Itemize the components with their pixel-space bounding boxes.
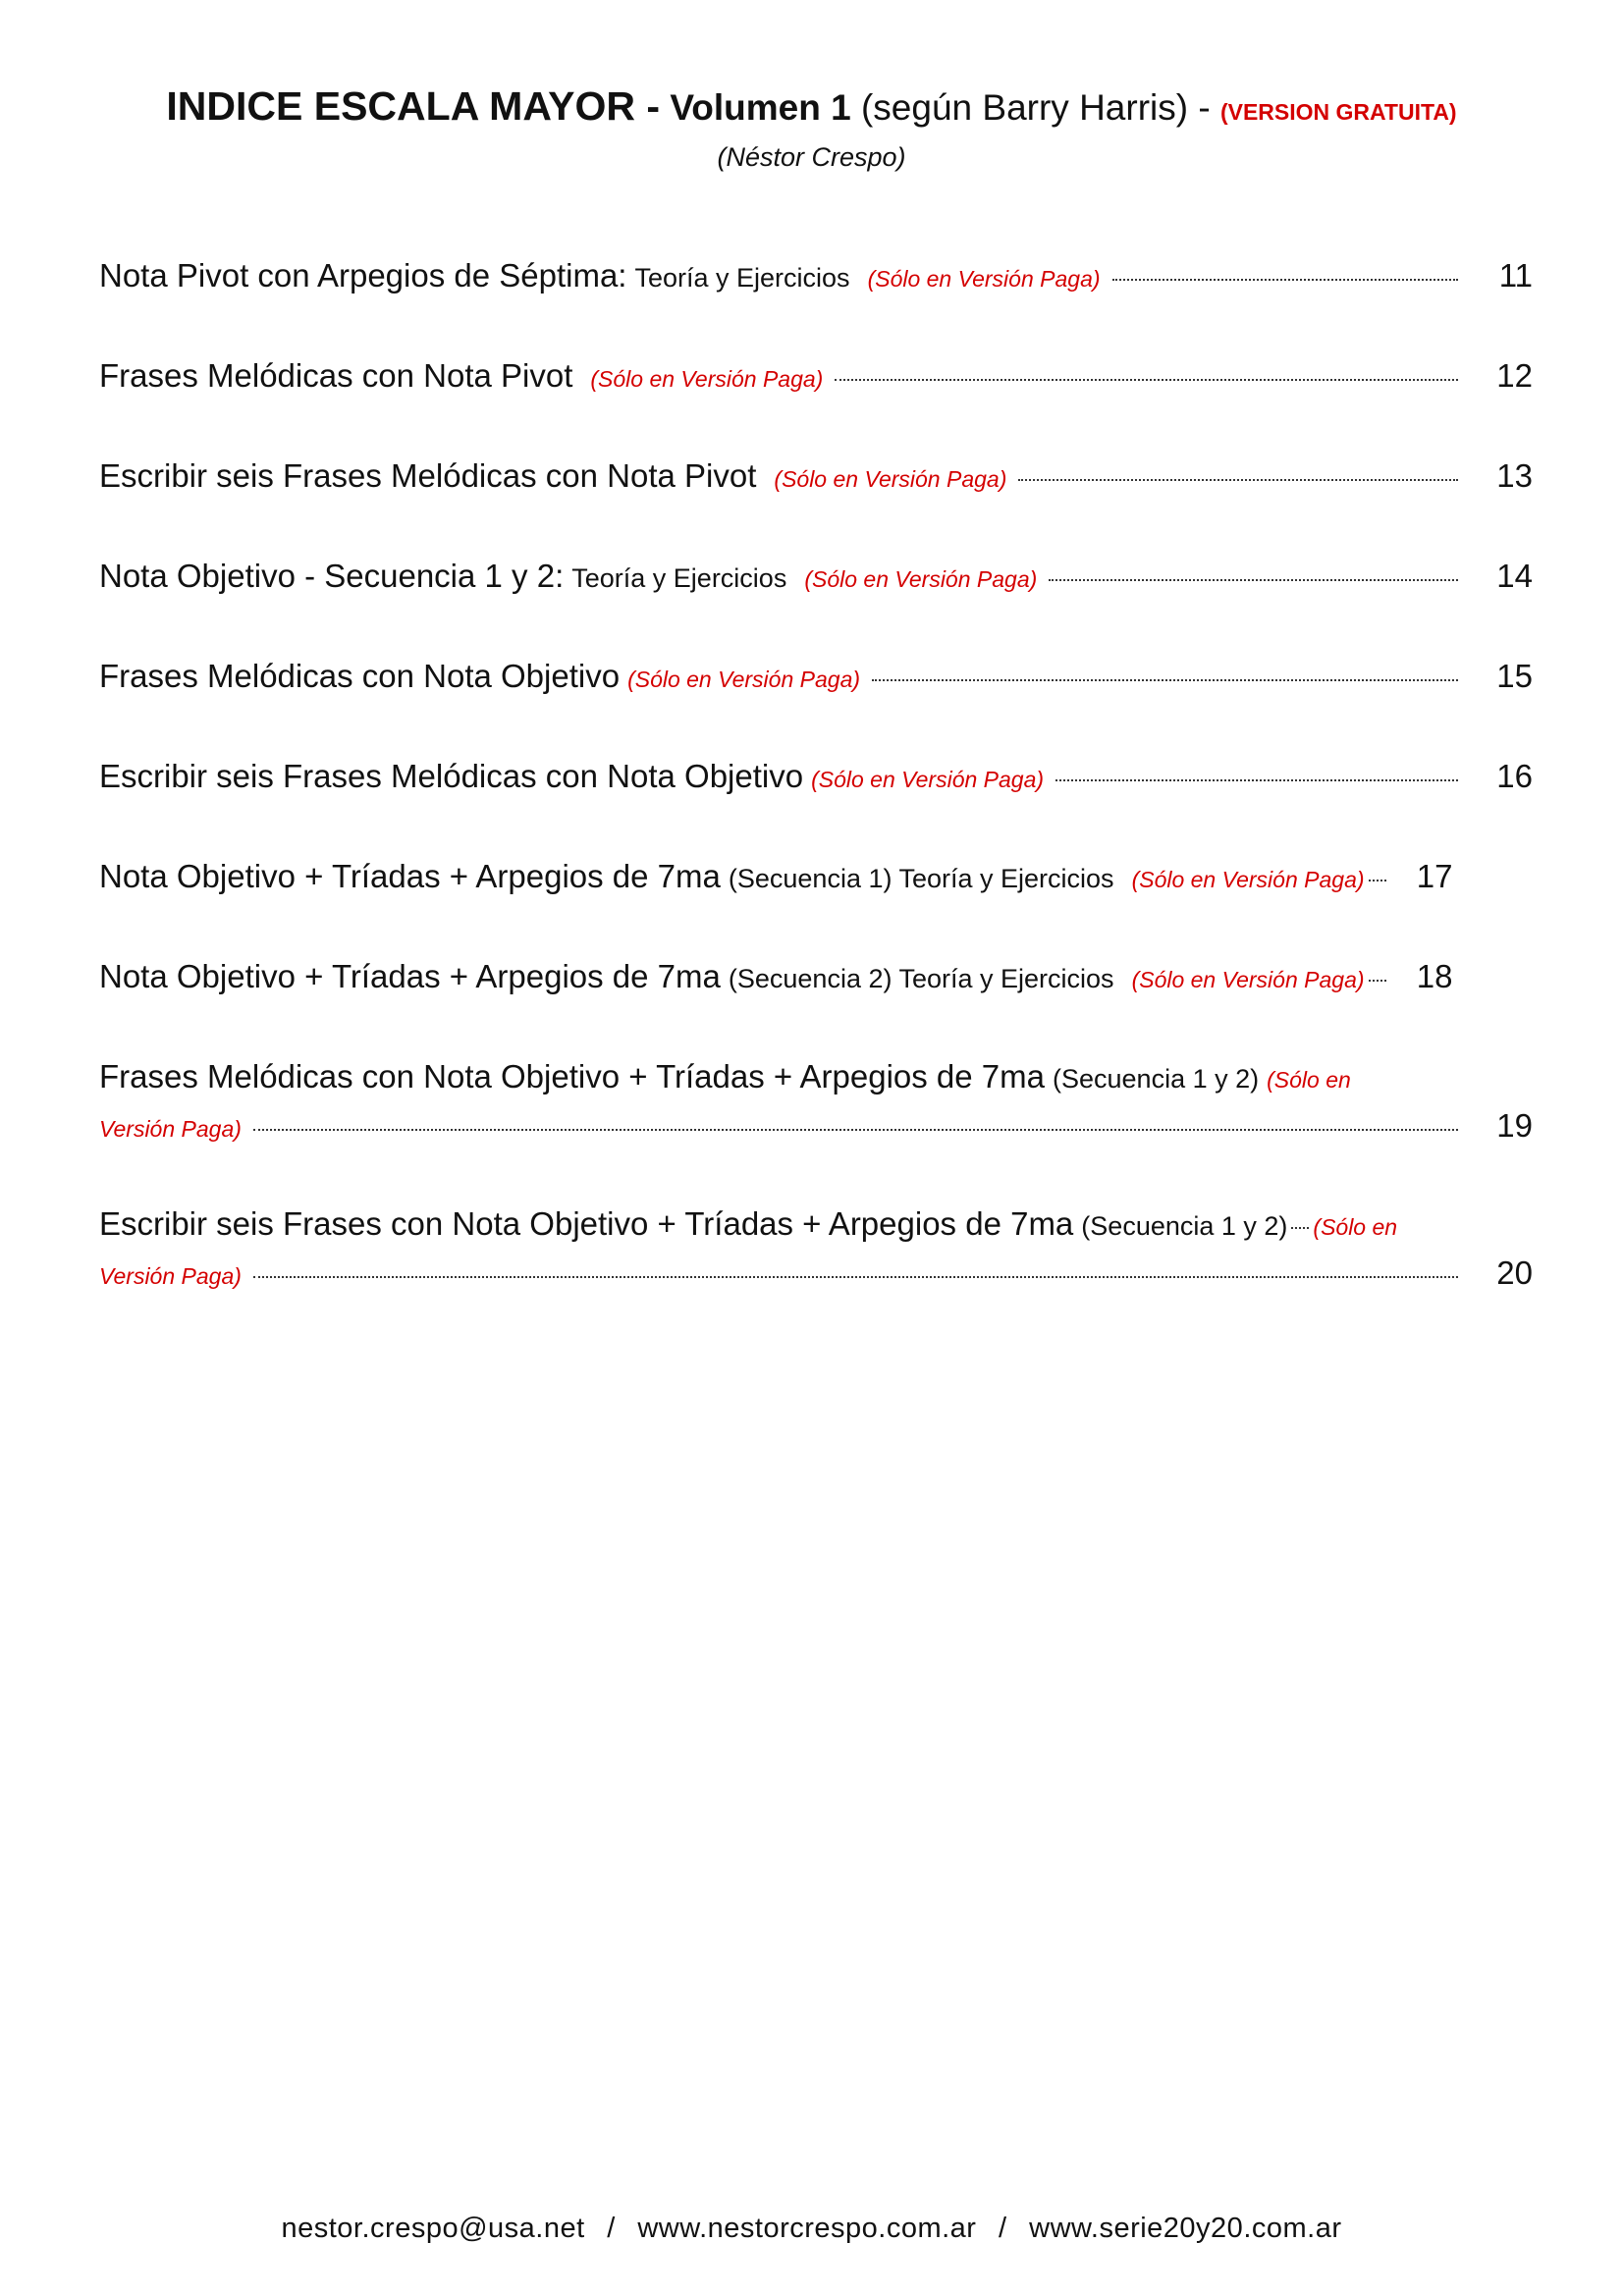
email-link[interactable]: nestor.crespo@usa.net [281,2213,585,2244]
toc-entry-subtitle: Teoría y Ejercicios [571,563,787,593]
footer-separator: / [607,2213,616,2244]
toc-entry[interactable] [99,257,1533,357]
toc-entry-subtitle: (Secuencia 2) Teoría y Ejercicios [728,964,1114,993]
page-number: 16 [1496,758,1533,794]
page-number: 17 [1416,858,1453,894]
paid-version-note: (Sólo en [1267,1067,1351,1093]
dot-leader [1112,279,1458,281]
toc-entry[interactable] [99,457,1533,558]
toc-entry[interactable] [99,958,1533,1058]
toc-entry-title: Escribir seis Frases con Nota Objetivo + Tríadas + Arpegios de 7ma [99,1205,1074,1242]
toc-entry[interactable] [99,858,1533,958]
website-link-series[interactable]: www.serie20y20.com.ar [1029,2213,1342,2244]
paid-version-note-continued: Versión Paga) [99,1116,242,1142]
toc-entry-subtitle: (Secuencia 1) Teoría y Ejercicios [728,864,1114,893]
toc-entry-title: Nota Objetivo - Secuencia 1 y 2: [99,558,565,594]
dot-leader [872,679,1458,681]
page-number: 13 [1496,457,1533,494]
table-of-contents [99,257,1533,1353]
title-volume: Volumen 1 [670,87,851,128]
toc-entry-title: Nota Objetivo + Tríadas + Arpegios de 7ma [99,958,721,994]
dot-leader [1369,880,1386,881]
toc-entry[interactable] [99,558,1533,658]
dot-leader [1049,579,1458,581]
toc-entry[interactable] [99,357,1533,457]
toc-entry-subtitle: Teoría y Ejercicios [634,263,850,293]
toc-entry[interactable] [99,658,1533,758]
author: (Néstor Crespo) [717,142,906,172]
paid-version-note: (Sólo en Versión Paga) [774,466,1007,492]
page-number: 14 [1496,558,1533,594]
toc-entry-subtitle: (Secuencia 1 y 2) [1081,1211,1288,1241]
toc-entry-title: Escribir seis Frases Melódicas con Nota Pivot [99,457,757,494]
dot-leader [835,379,1458,381]
paid-version-note: (Sólo en Versión Paga) [1131,867,1365,892]
page-number: 11 [1498,257,1533,294]
dot-leader [1055,779,1458,781]
page-number: 20 [1496,1255,1533,1291]
toc-entry-title: Nota Objetivo + Tríadas + Arpegios de 7ma [99,858,721,894]
toc-entry[interactable] [99,1205,1533,1353]
toc-entry-subtitle: (Secuencia 1 y 2) [1053,1064,1260,1094]
footer-separator: / [999,2213,1007,2244]
toc-entry-title: Frases Melódicas con Nota Pivot [99,357,573,394]
paid-version-note-continued: Versión Paga) [99,1263,242,1289]
paid-version-note: (Sólo en Versión Paga) [627,667,861,692]
dot-leader [1291,1227,1309,1229]
paid-version-note: (Sólo en [1313,1214,1398,1240]
page-footer [0,2213,1623,2245]
dot-leader [1369,980,1386,982]
title-main: INDICE ESCALA MAYOR - [166,83,661,129]
paid-version-note: (Sólo en Versión Paga) [590,366,824,392]
paid-version-note: (Sólo en Versión Paga) [804,566,1038,592]
toc-entry[interactable] [99,1058,1533,1205]
website-link[interactable]: www.nestorcrespo.com.ar [637,2213,977,2244]
toc-entry-title: Escribir seis Frases Melódicas con Nota Objetivo [99,758,804,794]
paid-version-note: (Sólo en Versión Paga) [811,767,1045,792]
dot-leader [253,1129,1458,1131]
page-number: 15 [1496,658,1533,694]
dot-leader [253,1276,1458,1278]
paid-version-note: (Sólo en Versión Paga) [1131,967,1365,992]
title-subtitle: (según Barry Harris) - [860,87,1211,128]
free-version-badge: (VERSION GRATUITA) [1219,99,1457,125]
toc-entry[interactable] [99,758,1533,858]
toc-entry-title: Frases Melódicas con Nota Objetivo + Tríadas + Arpegios de 7ma [99,1058,1045,1095]
toc-entry-title: Frases Melódicas con Nota Objetivo [99,658,621,694]
toc-entry-title: Nota Pivot con Arpegios de Séptima: [99,257,627,294]
document-title [0,82,1623,135]
page-number: 12 [1496,357,1533,394]
page-number: 19 [1496,1107,1533,1144]
dot-leader [1018,479,1458,481]
page-number: 18 [1416,958,1453,994]
page-header [0,82,1623,177]
paid-version-note: (Sólo en Versión Paga) [867,266,1101,292]
